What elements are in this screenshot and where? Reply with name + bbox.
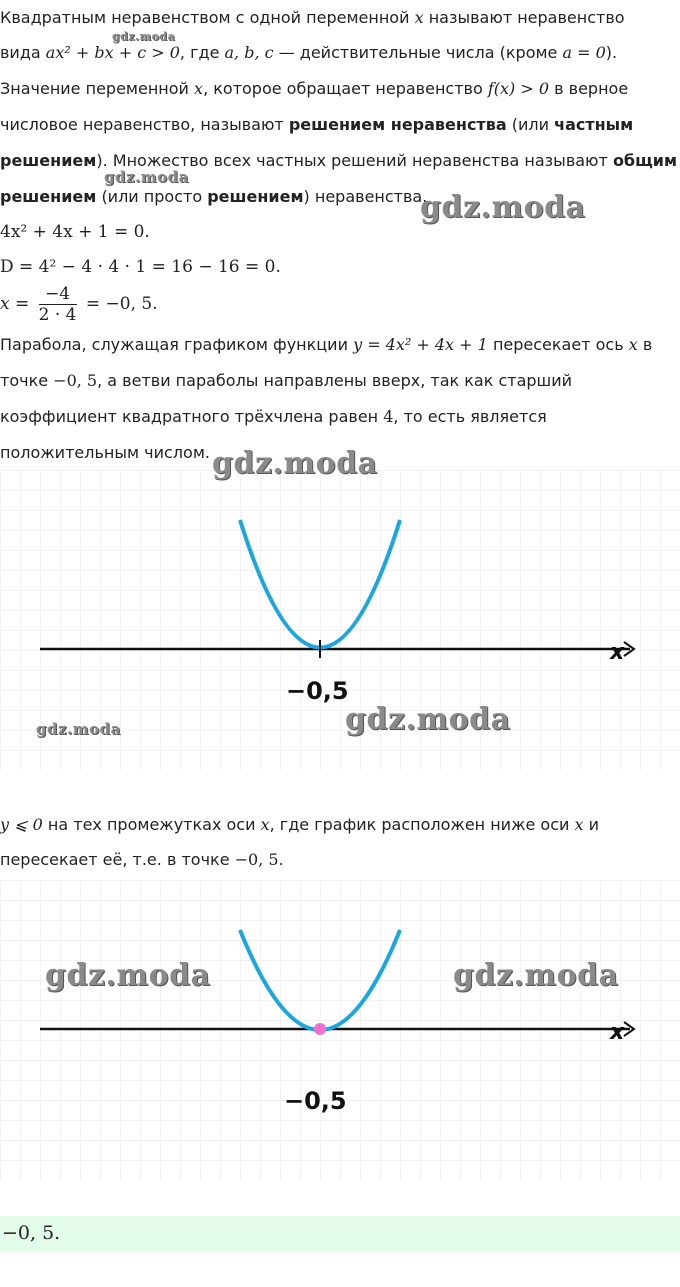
math-inequality: f(x) > 0: [487, 79, 550, 98]
text-line: [0, 848, 284, 872]
bold-term: общим: [612, 151, 678, 170]
text-line: [0, 813, 599, 837]
math-var: x: [414, 8, 424, 27]
text-line: [0, 369, 572, 393]
text-line: [0, 6, 625, 30]
text: — действительные числа (кроме: [278, 43, 558, 62]
watermark: gdz.moda: [453, 958, 619, 993]
bold-term: решением: [207, 187, 304, 206]
text: называют неравенство: [428, 8, 625, 27]
text: и: [588, 815, 600, 834]
text-line: [0, 441, 210, 465]
math-condition: a = 0: [562, 43, 606, 62]
text: числовое неравенство, называют: [0, 115, 284, 134]
math-var: x: [574, 815, 584, 834]
fraction-numerator: −4: [39, 284, 77, 305]
math-vars: a, b, c: [224, 43, 274, 62]
watermark: gdz.moda: [345, 702, 511, 737]
text: вида: [0, 43, 41, 62]
math-value: −0, 5.: [234, 850, 284, 869]
text: ).: [605, 43, 618, 62]
bold-term: частным: [554, 115, 634, 134]
text: коэффициент квадратного трёхчлена равен: [0, 407, 379, 426]
text: положительным числом.: [0, 443, 210, 462]
text-line: [0, 405, 547, 429]
fraction-denominator: 2 · 4: [38, 305, 77, 325]
watermark: gdz.moda: [104, 168, 189, 186]
text: в верное: [554, 79, 629, 98]
text: Парабола, служащая графиком функции: [0, 335, 348, 354]
text: на тех промежутках оси: [47, 815, 256, 834]
text: в: [642, 335, 653, 354]
text: , которое обращает неравенство: [203, 79, 483, 98]
text: Значение переменной: [0, 79, 189, 98]
text-line: [0, 185, 427, 209]
eq-lhs: x =: [0, 294, 30, 314]
watermark: gdz.moda: [212, 446, 378, 481]
text: , где график расположен ниже оси: [269, 815, 570, 834]
text-line: [0, 333, 652, 357]
text: , где: [179, 43, 220, 62]
text: (или: [511, 115, 549, 134]
math-inequality: ax² + bx + c > 0: [45, 43, 180, 62]
answer-text: −0, 5.: [2, 1222, 61, 1244]
text-line: [0, 77, 628, 101]
x-axis-label: x: [610, 1020, 625, 1045]
math-value: −0, 5: [53, 371, 98, 390]
text: ) неравенства.: [303, 187, 428, 206]
answer-box: [0, 1216, 680, 1252]
text-line: [0, 41, 617, 65]
bold-term: решением неравенства: [288, 115, 507, 134]
text: ). Множество всех частных решений неравенства называют: [96, 151, 608, 170]
equation-3: [0, 284, 158, 325]
bold-term: решением: [0, 187, 97, 206]
text: пересекает её, т.е. в точке: [0, 850, 230, 869]
text-line: [0, 113, 633, 137]
math-var: x: [260, 815, 270, 834]
watermark: gdz.moda: [45, 958, 211, 993]
text: (или просто: [101, 187, 203, 206]
vertex-point: [314, 1023, 326, 1035]
watermark: gdz.moda: [112, 30, 176, 43]
x-axis-label: x: [610, 640, 625, 665]
text: пересекает ось: [492, 335, 624, 354]
vertex-label: −0,5: [284, 1087, 347, 1115]
fraction: [39, 284, 77, 325]
math-var: x: [194, 79, 204, 98]
text: Квадратным неравенством с одной переменной: [0, 8, 410, 27]
bold-term: решением: [0, 151, 97, 170]
equation-2: D = 4² − 4 · 4 · 1 = 16 − 16 = 0.: [0, 257, 281, 277]
eq-rhs: = −0, 5.: [85, 294, 158, 314]
text: , а ветви параболы направлены вверх, так как старший: [97, 371, 572, 390]
text: , то есть является: [393, 407, 547, 426]
equation-1: 4x² + 4x + 1 = 0.: [0, 222, 150, 242]
math-inequality: y ⩽ 0: [0, 815, 43, 834]
graph-2: [0, 880, 680, 1180]
math-var: x: [628, 335, 638, 354]
text-line: [0, 149, 677, 173]
math-function: y = 4x² + 4x + 1: [353, 335, 488, 354]
text: точке: [0, 371, 49, 390]
math-value: 4: [383, 407, 394, 426]
watermark: gdz.moda: [36, 720, 121, 738]
vertex-label: −0,5: [286, 677, 349, 705]
watermark: gdz.moda: [420, 190, 586, 225]
